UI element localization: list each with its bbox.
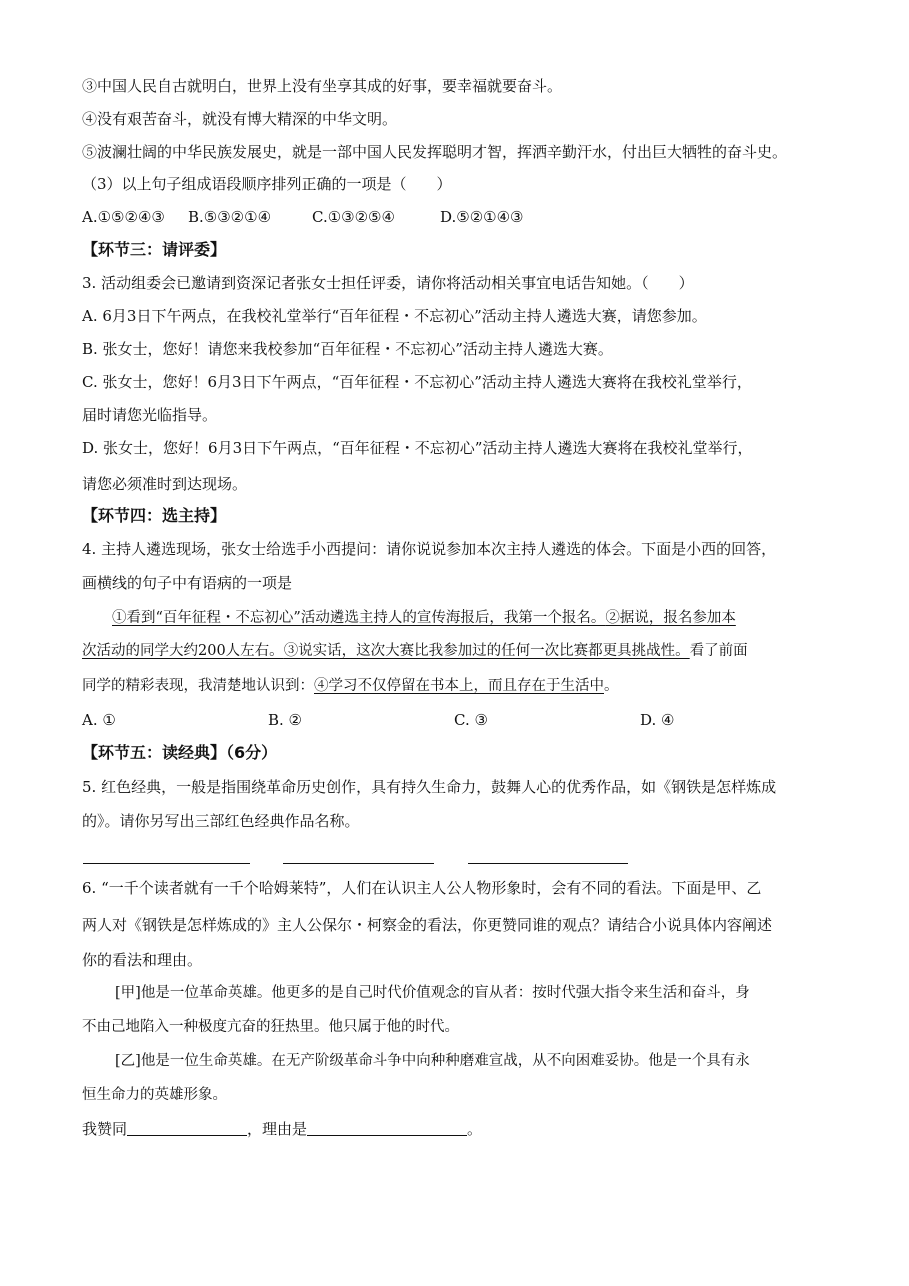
- q5-answer-blank-2[interactable]: [283, 862, 434, 864]
- q6-reason-blank[interactable]: [307, 1119, 467, 1136]
- q4-para-line3-text: 同学的精彩表现，我清楚地认识到：: [82, 678, 314, 694]
- q4-sentence-2a: ②据说，报名参加本: [605, 610, 736, 626]
- q4-sentence-1: ①看到“百年征程・不忘初心”活动遴选主持人的宣传海报后，我第一个报名。: [112, 610, 606, 626]
- q6-stem-line3: 你的看法和理由。: [82, 951, 203, 969]
- q6-answer-middle: ，理由是: [247, 1120, 308, 1138]
- q4-option-a: A. ①: [82, 711, 116, 729]
- q3-option-c-line1: C. 张女士，您好！6月3日下午两点，“百年征程・不忘初心”活动主持人遴选大赛将在我校礼堂举行，: [82, 373, 752, 391]
- q5-answer-blank-3[interactable]: [468, 862, 628, 864]
- q4-stem-line1: 4. 主持人遴选现场，张女士给选手小西提问：请你说说参加本次主持人遴选的体会。下面是小西的回答，: [82, 540, 777, 558]
- sentence-5: ⑤波澜壮阔的中华民族发展史，就是一部中国人民发挥聪明才智，挥洒辛勤汗水，付出巨大牺牲的奋斗史。: [82, 143, 788, 161]
- q2-3-option-a: A.①⑤②④③: [82, 208, 165, 226]
- q6-agree-blank[interactable]: [127, 1119, 247, 1136]
- q4-option-b: B. ②: [268, 711, 303, 729]
- q3-stem: 3. 活动组委会已邀请到资深记者张女士担任评委，请你将活动相关事宜电话告知她。（ ）: [82, 274, 694, 292]
- q3-option-d-line2: 请您必须准时到达现场。: [82, 475, 248, 493]
- q3-option-c-line2: 届时请您光临指导。: [82, 406, 218, 424]
- q2-3-option-d: D.⑤②①④③: [440, 208, 524, 226]
- q3-option-b: B. 张女士，您好！请您来我校参加“百年征程・不忘初心”活动主持人遴选大赛。: [82, 340, 613, 358]
- q4-para-line3: [82, 674, 619, 698]
- q6-stem-line2: 两人对《钢铁是怎样炼成的》主人公保尔・柯察金的看法，你更赞同谁的观点？请结合小说具体内容阐述: [82, 916, 773, 934]
- q4-para-mid: 看了前面: [689, 643, 748, 659]
- q4-sentence-2b: 次活动的同学大约200人左右。: [82, 643, 284, 659]
- q6-jia-line2: 不由己地陷入一种极度亢奋的狂热里。他只属于他的时代。: [82, 1019, 459, 1035]
- q4-sentence-3: ③说实话，这次大赛比我参加过的任何一次比赛都更具挑战性。: [283, 643, 690, 659]
- sentence-3: ③中国人民自古就明白，世界上没有坐享其成的好事，要幸福就要奋斗。: [82, 77, 563, 95]
- q6-answer-line: [82, 1117, 482, 1141]
- section5-heading: [82, 741, 277, 765]
- section3-title: 【环节三：请评委】: [82, 240, 227, 259]
- q2-3-stem: （3）以上句子组成语段顺序排列正确的一项是（ ）: [82, 175, 452, 193]
- q6-yi-line2: 恒生命力的英雄形象。: [82, 1087, 227, 1103]
- section5-title: 【环节五：读经典】: [82, 743, 227, 762]
- section4-title: 【环节四：选主持】: [82, 506, 227, 525]
- q3-option-d-line1: D. 张女士，您好！6月3日下午两点，“百年征程・不忘初心”活动主持人遴选大赛将在我校礼堂举行，: [82, 439, 753, 457]
- q4-option-d: D. ④: [640, 711, 675, 729]
- q6-answer-prefix: 我赞同: [82, 1120, 128, 1138]
- q6-jia-line1: [甲]他是一位革命英雄。他更多的是自己时代价值观念的盲从者：按时代强大指令来生活和奋斗，身: [115, 985, 750, 1001]
- q6-yi-line1: [乙]他是一位生命英雄。在无产阶级革命斗争中向种种磨难宣战，从不向困难妥协。他是一个具有永: [115, 1053, 750, 1069]
- q6-answer-suffix: 。: [467, 1120, 483, 1138]
- q6-stem-line1: 6. “一千个读者就有一千个哈姆莱特”，人们在认识主人公人物形象时，会有不同的看法。下面是甲、乙: [82, 879, 762, 897]
- q4-option-c: C. ③: [454, 711, 488, 729]
- q4-para-line2: [82, 639, 748, 663]
- q5-answer-blank-1[interactable]: [83, 862, 250, 864]
- q5-stem-line1: 5. 红色经典，一般是指围绕革命历史创作，具有持久生命力，鼓舞人心的优秀作品，如《钢铁是怎样炼成: [82, 778, 777, 796]
- q2-3-option-c: C.①③②⑤④: [312, 208, 395, 226]
- q2-3-option-b: B.⑤③②①④: [188, 208, 272, 226]
- sentence-4: ④没有艰苦奋斗，就没有博大精深的中华文明。: [82, 110, 398, 128]
- section5-score: （6分）: [226, 743, 278, 762]
- q5-stem-line2: 的》。请你另写出三部红色经典作品名称。: [82, 812, 360, 830]
- q4-stem-line2: 画横线的句子中有语病的一项是: [82, 574, 293, 592]
- q4-para-line1: [112, 606, 736, 630]
- q4-sentence-4: ④学习不仅停留在书本上，而且存在于生活中: [314, 678, 604, 694]
- q3-option-a: A. 6月3日下午两点，在我校礼堂举行“百年征程・不忘初心”活动主持人遴选大赛，请您参加。: [82, 307, 707, 325]
- q4-para-end: 。: [604, 678, 619, 694]
